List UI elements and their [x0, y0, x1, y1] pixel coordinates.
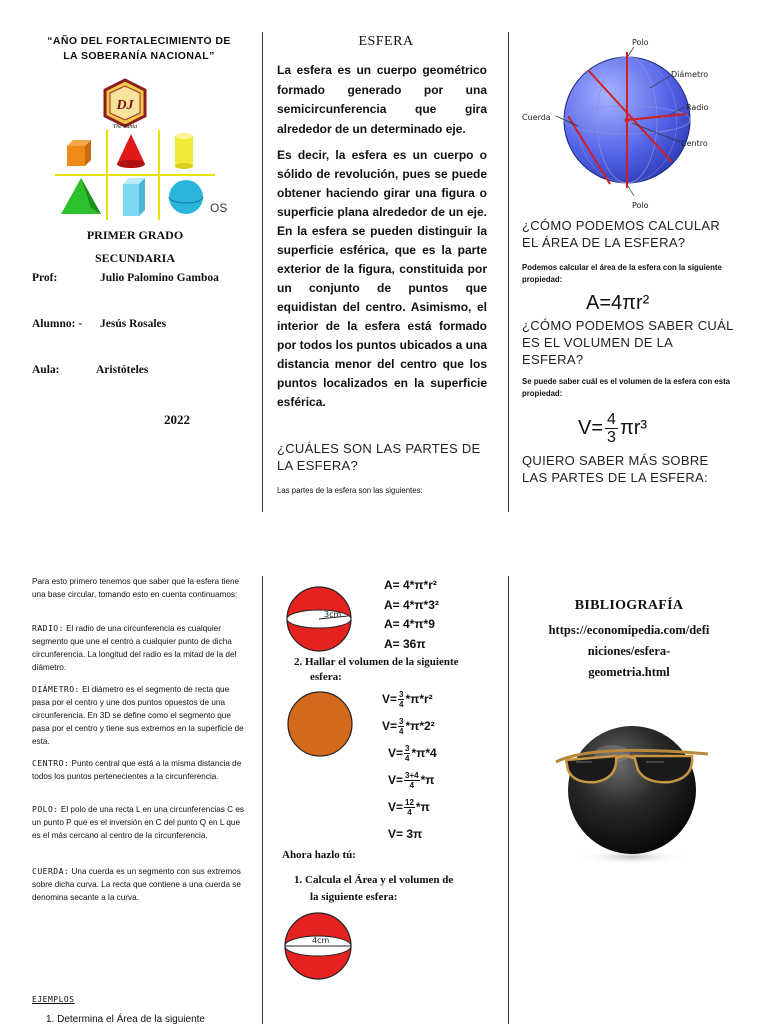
diametro-definition [32, 683, 246, 748]
frac-num: 3 [399, 690, 404, 699]
sphere-3cm [284, 584, 354, 654]
exercise-2-line-2: esfera: [310, 671, 342, 683]
volume-heading: ¿CÓMO PODEMOS SABER CUÁL ES EL VOLUMEN DE LA ESFERA? [522, 318, 734, 367]
exercise-2 [294, 655, 506, 685]
frac-den: 4 [399, 727, 404, 736]
parts-intro: Las partes de la esfera son las siguientes: [277, 486, 423, 495]
parts-intro-text: Para esto primero tenemos que saber que la esfera tiene una base circular, tomando esto en cuenta continuamos: [32, 577, 240, 599]
student-label: Alumno: - [32, 318, 83, 330]
frac-num: 3 [399, 717, 404, 726]
volume-step [382, 794, 437, 821]
volume-formula-right: πr³ [619, 416, 648, 439]
bibliography-link[interactable] [516, 620, 742, 683]
column-divider [262, 576, 263, 1024]
sphere1-label: 3cm [324, 610, 342, 619]
v-suffix: *π [415, 800, 430, 814]
label-cuerda: Cuerda [522, 113, 551, 122]
volume-step [382, 713, 437, 740]
sphere-4cm [282, 910, 354, 982]
school-line-1: “AÑO DEL FORTALECIMIENTO DE [47, 35, 231, 47]
cube-shape [67, 140, 91, 166]
grade-block [20, 224, 250, 270]
label-centro: Centro [681, 139, 708, 148]
v-prefix: V= [382, 719, 398, 733]
radio-definition [32, 622, 246, 674]
exercise-2-line-1: 2. Hallar el volumen de la siguiente [294, 656, 459, 668]
sphere-orange [286, 690, 354, 758]
cool-sphere-with-sunglasses [552, 712, 712, 872]
column-divider [508, 576, 509, 1024]
frac-num: 3+4 [405, 771, 419, 780]
volume-step [382, 767, 437, 794]
student-value: Jesús Rosales [100, 318, 167, 330]
cuerda-definition [32, 865, 246, 904]
volume-text: Se puede saber cuál es el volumen de la esfera con esta propiedad: [522, 377, 731, 398]
bib-line-3[interactable]: geometria.html [588, 665, 670, 679]
bib-line-1[interactable]: https://economipedia.com/defi [548, 623, 710, 637]
frac-den: 4 [409, 781, 415, 790]
centro-def: Punto central que está a la misma distancia de todos los puntos pertenecientes a la circunferencia. [32, 759, 242, 781]
bibliography-heading: BIBLIOGRAFÍA [574, 598, 684, 613]
sphere3-label: 4cm [312, 936, 330, 945]
v-suffix: *π [420, 773, 435, 787]
area-step: A= 4*π*3² [384, 597, 439, 612]
v-prefix: V= [382, 692, 398, 706]
practice-1-line-1: 1. Calcula el Área y el volumen de [294, 874, 454, 886]
area-step: A= 4*π*r² [384, 578, 437, 592]
frac-den: 4 [405, 754, 410, 763]
area-text: Podemos calcular el área de la esfera con la siguiente propiedad: [522, 263, 722, 284]
example-1: 1. Determina el Área de la siguiente [46, 1014, 205, 1025]
label-polo-top: Polo [632, 38, 649, 47]
area-heading: ¿CÓMO PODEMOS CALCULAR EL ÁREA DE LA ESFERA? [522, 218, 721, 250]
frac-den: 4 [407, 808, 412, 817]
cuerda-term: CUERDA: [32, 867, 70, 876]
polo-definition [32, 803, 246, 842]
centro-term: CENTRO: [32, 759, 70, 768]
sphere-shape [169, 180, 203, 214]
column-divider [262, 32, 263, 512]
practice-1-line-2: la siguiente esfera: [310, 891, 398, 903]
classroom-label: Aula: [32, 364, 60, 376]
partial-text: OS [210, 201, 228, 215]
area-step: A= 4*π*9 [384, 617, 435, 631]
definition-paragraph: La esfera es un cuerpo geométrico formado generado por una semicircunferencia que gira alrededor de un determinado eje. [277, 63, 487, 136]
parts-heading: ¿CUÁLES SON LAS PARTES DE LA ESFERA? [277, 441, 481, 473]
volume-formula-num: 4 [607, 410, 616, 428]
v-suffix: *π*4 [411, 746, 437, 760]
frac-den: 4 [399, 700, 404, 709]
frac-num: 3 [405, 744, 410, 753]
logo-initials: DJ [116, 98, 134, 113]
school-header [20, 34, 258, 64]
prof-label: Prof: [32, 272, 58, 284]
volume-step [382, 740, 437, 767]
polo-def: El polo de una recta L en una circunferencias C es un punto P que es el inversión en C del punto Q en L que es el más cercano al centro de la circunferencia. [32, 805, 244, 840]
volume-step [382, 686, 437, 713]
bib-line-2[interactable]: niciones/esfera- [587, 644, 671, 658]
prof-value: Julio Palomino Gamboa [100, 272, 219, 284]
radio-def: El radio de una circunferencia es cualquier segmento que une el centro a cualquier punto de dicha circunferencia. La longitud del radio es la mitad de la del diámetro. [32, 624, 237, 672]
frac-num: 12 [405, 798, 414, 807]
polo-term: POLO: [32, 805, 59, 814]
label-diametro: Diámetro [671, 70, 709, 79]
centro-definition [32, 757, 246, 783]
practice-1 [294, 872, 506, 906]
volume-result: V= 3π [388, 827, 423, 841]
volume-formula-left: V= [578, 416, 604, 439]
logo-caption: The Santa [112, 124, 138, 130]
level: SECUNDARIA [94, 251, 175, 265]
radio-term: RADIO: [32, 624, 64, 633]
volume-formula-den: 3 [607, 428, 616, 446]
v-suffix: *π*2² [405, 719, 435, 733]
label-radio: Radio [686, 103, 709, 112]
cuerda-def: Una cuerda es un segmento con sus extremos sobre dicha curva. La recta que contiene a una cuerda se denomina secante a la curva. [32, 867, 241, 902]
pyramid-shape [61, 178, 101, 214]
school-line-2: LA SOBERANÍA NACIONAL” [63, 50, 215, 62]
v-suffix: *π*r² [405, 692, 433, 706]
practice-heading: Ahora hazlo tú: [282, 849, 356, 861]
v-prefix: V= [388, 746, 404, 760]
area-formula: A=4πr² [586, 292, 650, 314]
v-prefix: V= [388, 773, 404, 787]
examples-heading: EJEMPLOS [32, 995, 75, 1004]
school-logo [100, 78, 150, 130]
cylinder-shape [175, 133, 193, 169]
classroom-value: Aristóteles [96, 364, 149, 376]
prism-shape [123, 178, 145, 216]
grade: PRIMER GRADO [86, 228, 184, 242]
column-divider [508, 32, 509, 512]
geometric-shapes-illustration [55, 130, 215, 220]
volume-formula [578, 410, 647, 446]
more-heading: QUIERO SABER MÁS SOBRE LAS PARTES DE LA ESFERA: [522, 453, 709, 485]
year: 2022 [164, 412, 190, 427]
diametro-def: El diámetro es el segmento de recta que pasa por el centro y une dos puntos opuestos de una circunferencia. En 3D se define como el segmento que pasa por el centro y tiene sus extremos en la superficie de esta. [32, 685, 244, 746]
cone-shape [117, 134, 145, 168]
area-step: A= 36π [384, 636, 426, 651]
label-polo-bottom: Polo [632, 201, 649, 210]
sphere-title: ESFERA [358, 34, 414, 49]
description-paragraph: Es decir, la esfera es un cuerpo o sólido de revolución, pues se puede obtener haciendo girar una figura o superficie plana alrededor de un eje. En la esfera se pueden distinguir la superficie esférica, que es la parte exterior de la figura, constituida por un conjunto de puntos que equidistan del centro. Asimismo, el interior de la esfera está formado por todos los puntos ubicados a una distancia menor del centro que los puntos localizados en la superficie esférica. [277, 148, 488, 409]
volume-steps [382, 686, 437, 843]
diametro-term: DIÁMETRO: [32, 685, 80, 694]
sphere-parts-diagram [520, 34, 720, 214]
v-prefix: V= [388, 800, 404, 814]
area-steps [384, 576, 439, 654]
